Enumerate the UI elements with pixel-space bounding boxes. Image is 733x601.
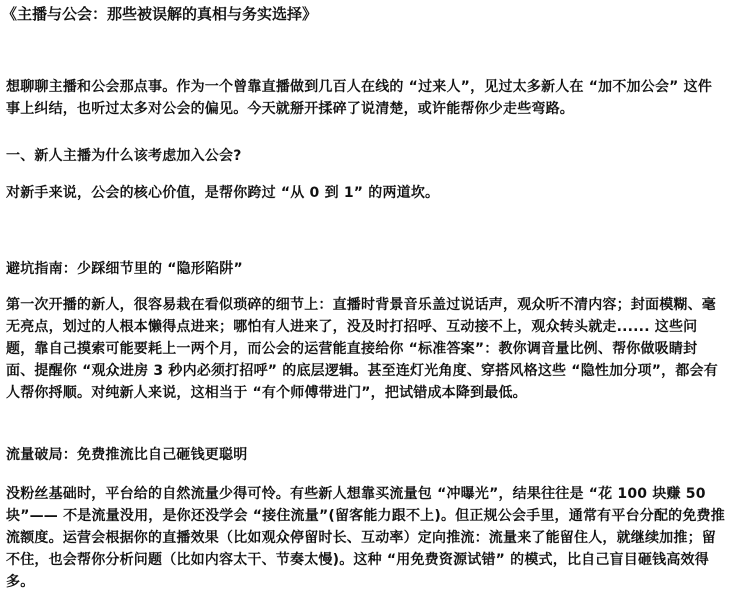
intro-paragraph: 想聊聊主播和公会那点事。作为一个曾靠直播做到几百人在线的 “过来人”，见过太多新人在 “加不加公会” 这件事上纠结，也听过太多对公会的偏见。今天就掰开揉碎了说清楚，或许能帮你少走些弯路。 (6, 79, 713, 117)
section-paragraph: 对新手来说，公会的核心价值，是帮你跨过 “从 0 到 1” 的两道坎。 (6, 185, 440, 201)
subsection-heading-traffic: 流量破局：免费推流比自己砸钱更聪明 (6, 447, 248, 463)
pitfalls-paragraph: 第一次开播的新人，很容易栽在看似琐碎的细节上：直播时背景音乐盖过说话声，观众听不清内容；封面模糊、毫无亮点，划过的人根本懒得点进来；哪怕有人进来了，没及时打招呼、互动接不上，观众转头就走...... 这些问题，靠自己摸索可能要耗上一两个月，而公会的运营能直接给你 “标准答案”：教你调音量比例、帮你做吸睛封面、提醒你 “观众进房 3 秒内必须打招呼” 的底层逻辑。甚至连灯光角度、穿搭风格这些 “隐性加分项”，都会有人帮你捋顺。对纯新人来说，这相当于 “有个师傅带进门”，把试错成本降到最低。 (6, 297, 718, 401)
subsection-heading-pitfalls: 避坑指南：少踩细节里的 “隐形陷阱” (6, 261, 243, 277)
section-heading: 一、新人主播为什么该考虑加入公会? (6, 148, 242, 164)
traffic-paragraph: 没粉丝基础时，平台给的自然流量少得可怜。有些新人想靠买流量包 “冲曝光”，结果往往是 “花 100 块赚 50 块”—— 不是流量没用，是你还没学会 “接住流量”(留客能力跟不上)。但正规公会手里，通常有平台分配的免费推流额度。运营会根据你的直播效果（比如观众停留时长、互动率）定向推流：流量来了能留住人，就继续加推；留不住，也会帮你分析问题（比如内容太干、节奏太慢)。这种 “用免费资源试错” 的模式，比自己盲目砸钱高效得多。 (6, 486, 725, 590)
article-title: 《主播与公会：那些被误解的真相与务实选择》 (2, 5, 318, 23)
